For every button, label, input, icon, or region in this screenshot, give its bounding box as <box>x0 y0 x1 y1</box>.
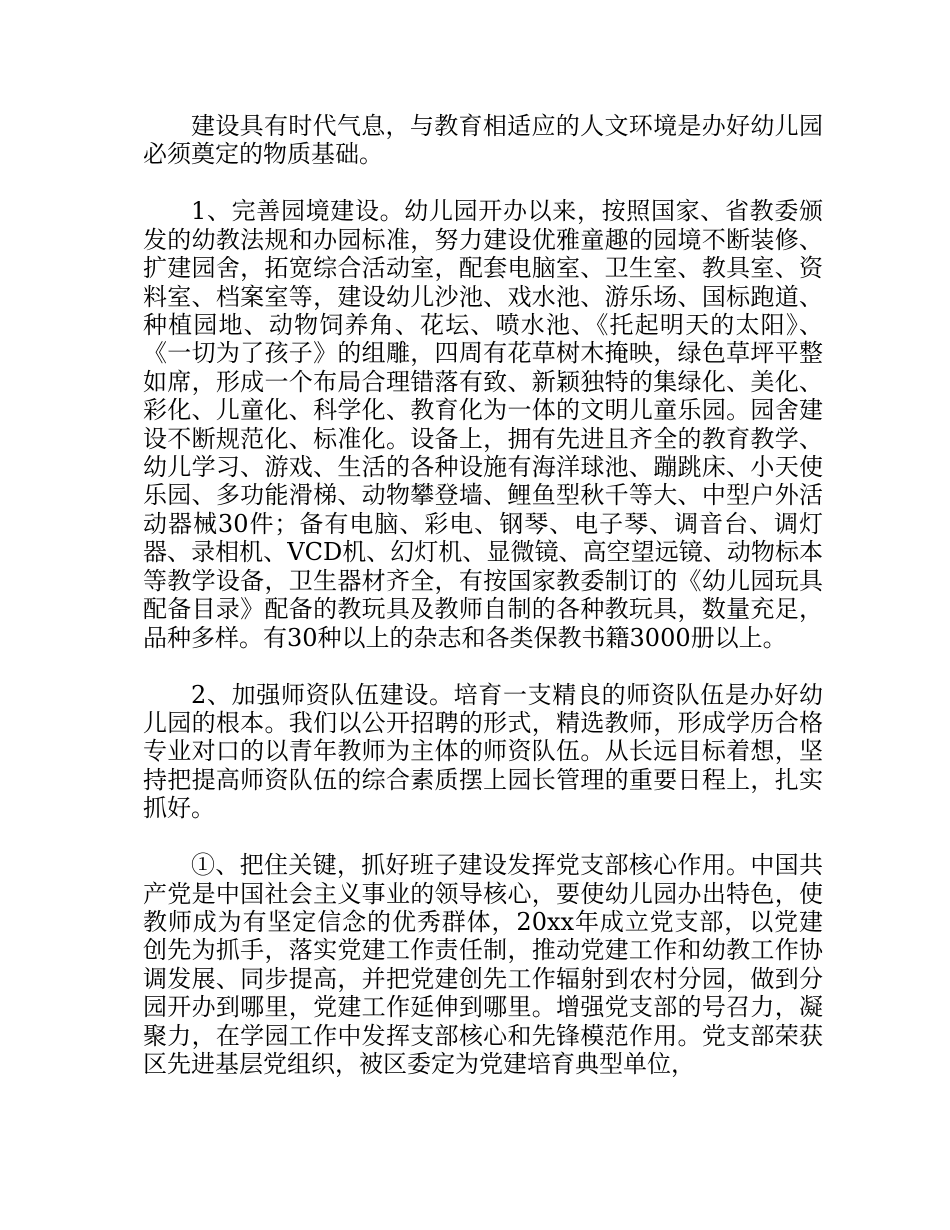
paragraph-intro: 建设具有时代气息，与教育相适应的人文环境是办好幼儿园必须奠定的物质基础。 <box>143 112 823 169</box>
paragraph-party-branch: ①、把住关键，抓好班子建设发挥党支部核心作用。中国共产党是中国社会主义事业的领导核心，要使幼儿园办出特色，使教师成为有坚定信念的优秀群体，20xx年成立党支部，以党建创先为抓手，落实党建工作责任制，推动党建工作和幼教工作协调发展、同步提高，并把党建创先工作辐射到农村分园，做到分园开办到哪里，党建工作延伸到哪里。增强党支部的号召力，凝聚力，在学园工作中发挥支部核心和先锋模范作用。党支部荣获区先进基层党组织，被区委定为党建培育典型单位， <box>143 851 823 1078</box>
paragraph-teacher-team: 2、加强师资队伍建设。培育一支精良的师资队伍是办好幼儿园的根本。我们以公开招聘的形式，精选教师，形成学历合格专业对口的以青年教师为主体的师资队伍。从长远目标着想，坚持把提高师资队伍的综合素质摆上园长管理的重要日程上，扎实抓好。 <box>143 680 823 823</box>
paragraph-campus-construction: 1、完善园境建设。幼儿园开办以来，按照国家、省教委颁发的幼教法规和办园标准，努力建设优雅童趣的园境不断装修、扩建园舍，拓宽综合活动室，配套电脑室、卫生室、教具室、资料室、档案室等，建设幼儿沙池、戏水池、游乐场、国标跑道、种植园地、动物饲养角、花坛、喷水池、《托起明天的太阳》、《一切为了孩子》的组雕，四周有花草树木掩映，绿色草坪平整如席，形成一个布局合理错落有致、新颖独特的集绿化、美化、彩化、儿童化、科学化、教育化为一体的文明儿童乐园。园舍建设不断规范化、标准化。设备上，拥有先进且齐全的教育教学、幼儿学习、游戏、生活的各种设施有海洋球池、蹦跳床、小天使乐园、多功能滑梯、动物攀登墙、鲤鱼型秋千等大、中型户外活动器械30件；备有电脑、彩电、钢琴、电子琴、调音台、调灯器、录相机、VCD机、幻灯机、显微镜、高空望远镜、动物标本等教学设备，卫生器材齐全，有按国家教委制订的《幼儿园玩具配备目录》配备的教玩具及教师自制的各种教玩具，数量充足，品种多样。有30种以上的杂志和各类保教书籍3000册以上。 <box>143 197 823 652</box>
document-body <box>143 112 823 1078</box>
